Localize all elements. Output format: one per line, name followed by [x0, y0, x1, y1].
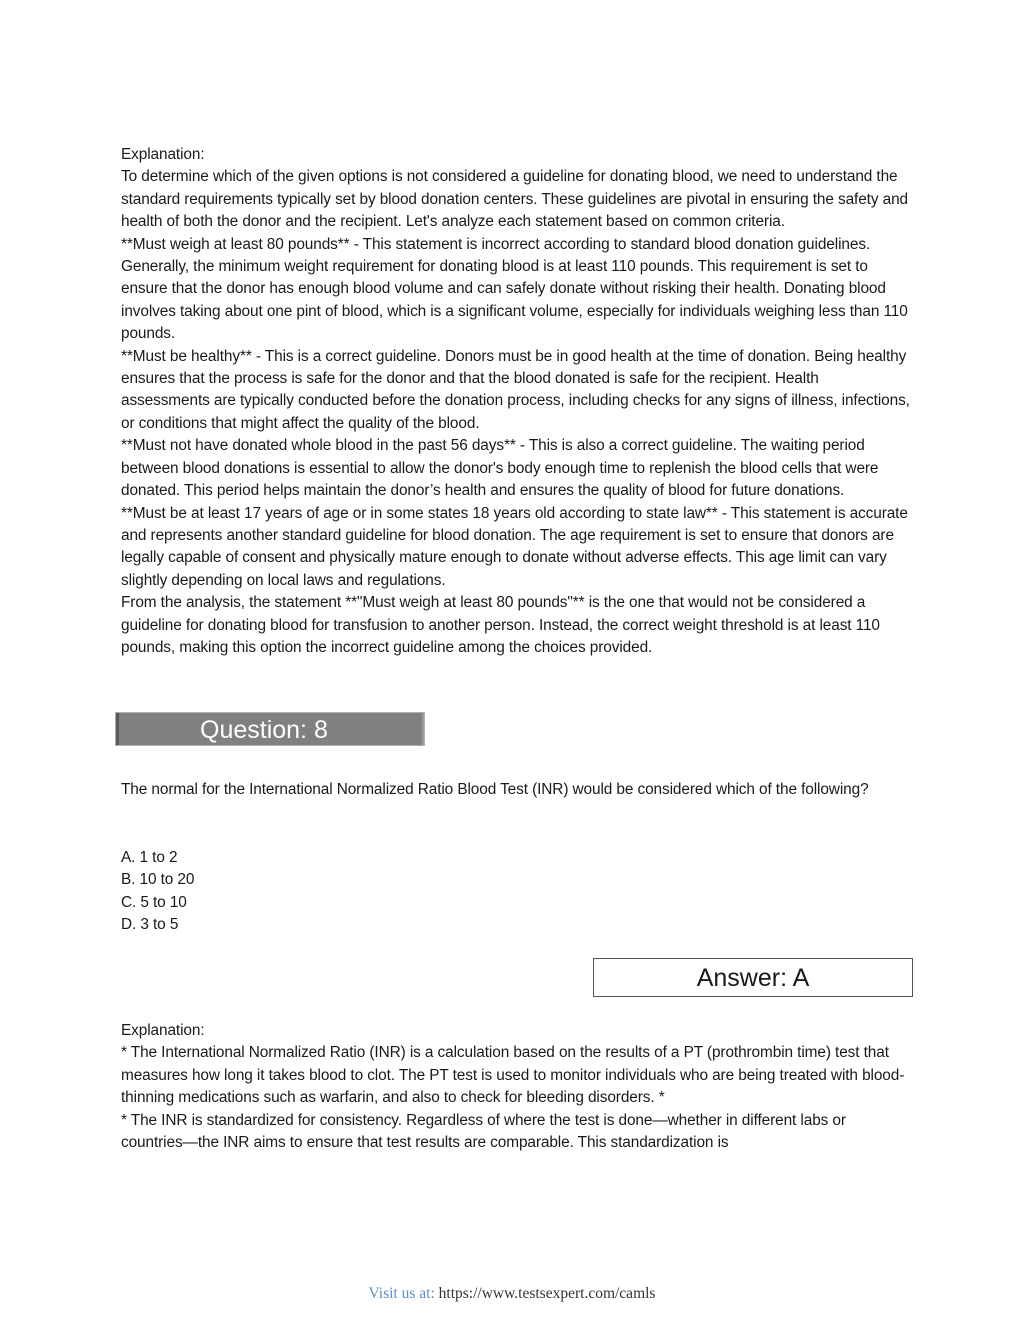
- explanation-section: [121, 144, 911, 659]
- explanation-paragraph: From the analysis, the statement **"Must weigh at least 80 pounds"** is the one that would not be considered a guideline for donating blood for transfusion to another person. Instead, the correct weight threshold is at least 110 pounds, making this option the incorrect guideline among the choices provided.: [121, 594, 880, 656]
- answer-box: [593, 958, 913, 997]
- footer-label: Visit us at:: [368, 1285, 435, 1302]
- explanation-heading: Explanation:: [121, 146, 205, 163]
- question-banner: [115, 712, 425, 746]
- question-text: The normal for the International Normalized Ratio Blood Test (INR) would be considered which of the following?: [121, 781, 869, 798]
- question-number: Question: 8: [200, 716, 328, 744]
- answer-label: Answer: A: [696, 964, 810, 992]
- page-footer: [0, 1284, 1024, 1304]
- explanation-paragraph: **Must be at least 17 years of age or in some states 18 years old according to state law** - This statement is accurate and represents another standard guideline for blood donation. The age requirement is set to ensure that donors are legally capable of consent and physically mature enough to donate without adverse effects. This age limit can vary slightly depending on local laws and regulations.: [121, 504, 908, 589]
- option-a: A. 1 to 2: [121, 849, 178, 866]
- option-b: B. 10 to 20: [121, 871, 195, 889]
- explanation-paragraph: **Must not have donated whole blood in the past 56 days** - This is also a correct guideline. The waiting period between blood donations is essential to allow the donor's body enough time to replenish the blood cells that were donated. This period helps maintain the donor’s health and ensures the quality of blood for future donations.: [121, 437, 879, 500]
- explanation-heading: Explanation:: [121, 1022, 205, 1039]
- explanation-paragraph: **Must weigh at least 80 pounds** - This statement is incorrect according to standard blood donation guidelines. Generally, the minimum weight requirement for donating blood is at least 110 pounds. This requirement is set to ensure that the donor has enough blood volume and can safely donate without risking their health. Donating blood involves taking about one pint of blood, which is a significant volume, especially for individuals weighing less than 110 pounds.: [121, 235, 908, 343]
- footer-url-link[interactable]: https://www.testsexpert.com/camls: [438, 1285, 656, 1302]
- explanation-paragraph: **Must be healthy** - This is a correct guideline. Donors must be in good health at the time of donation. Being healthy ensures that the process is safe for the donor and that the blood donated is safe for the recipient. Health assessments are typically conducted before the donation process, including checks for any signs of illness, infections, or conditions that might affect the quality of the blood.: [121, 347, 910, 432]
- question-text-block: [121, 779, 911, 801]
- explanation-paragraph: * The INR is standardized for consistency. Regardless of where the test is done—whether in different labs or countries—the INR aims to ensure that test results are comparable. This standardization is: [121, 1111, 846, 1152]
- explanation-section-2: [121, 1020, 911, 1154]
- explanation-paragraph: * The International Normalized Ratio (INR) is a calculation based on the results of a PT (prothrombin time) test that measures how long it takes blood to clot. The PT test is used to monitor individuals who are being treated with blood-thinning medications such as warfarin, and also to check for bleeding disorders. *: [121, 1044, 905, 1107]
- option-d: D. 3 to 5: [121, 916, 179, 934]
- answer-options: [121, 847, 911, 937]
- option-c: C. 5 to 10: [121, 893, 187, 911]
- explanation-paragraph: To determine which of the given options is not considered a guideline for donating blood, we need to understand the standard requirements typically set by blood donation centers. These guidelines are pivotal in ensuring the safety and health of both the donor and the recipient. Let's analyze each statement based on common criteria.: [121, 168, 909, 231]
